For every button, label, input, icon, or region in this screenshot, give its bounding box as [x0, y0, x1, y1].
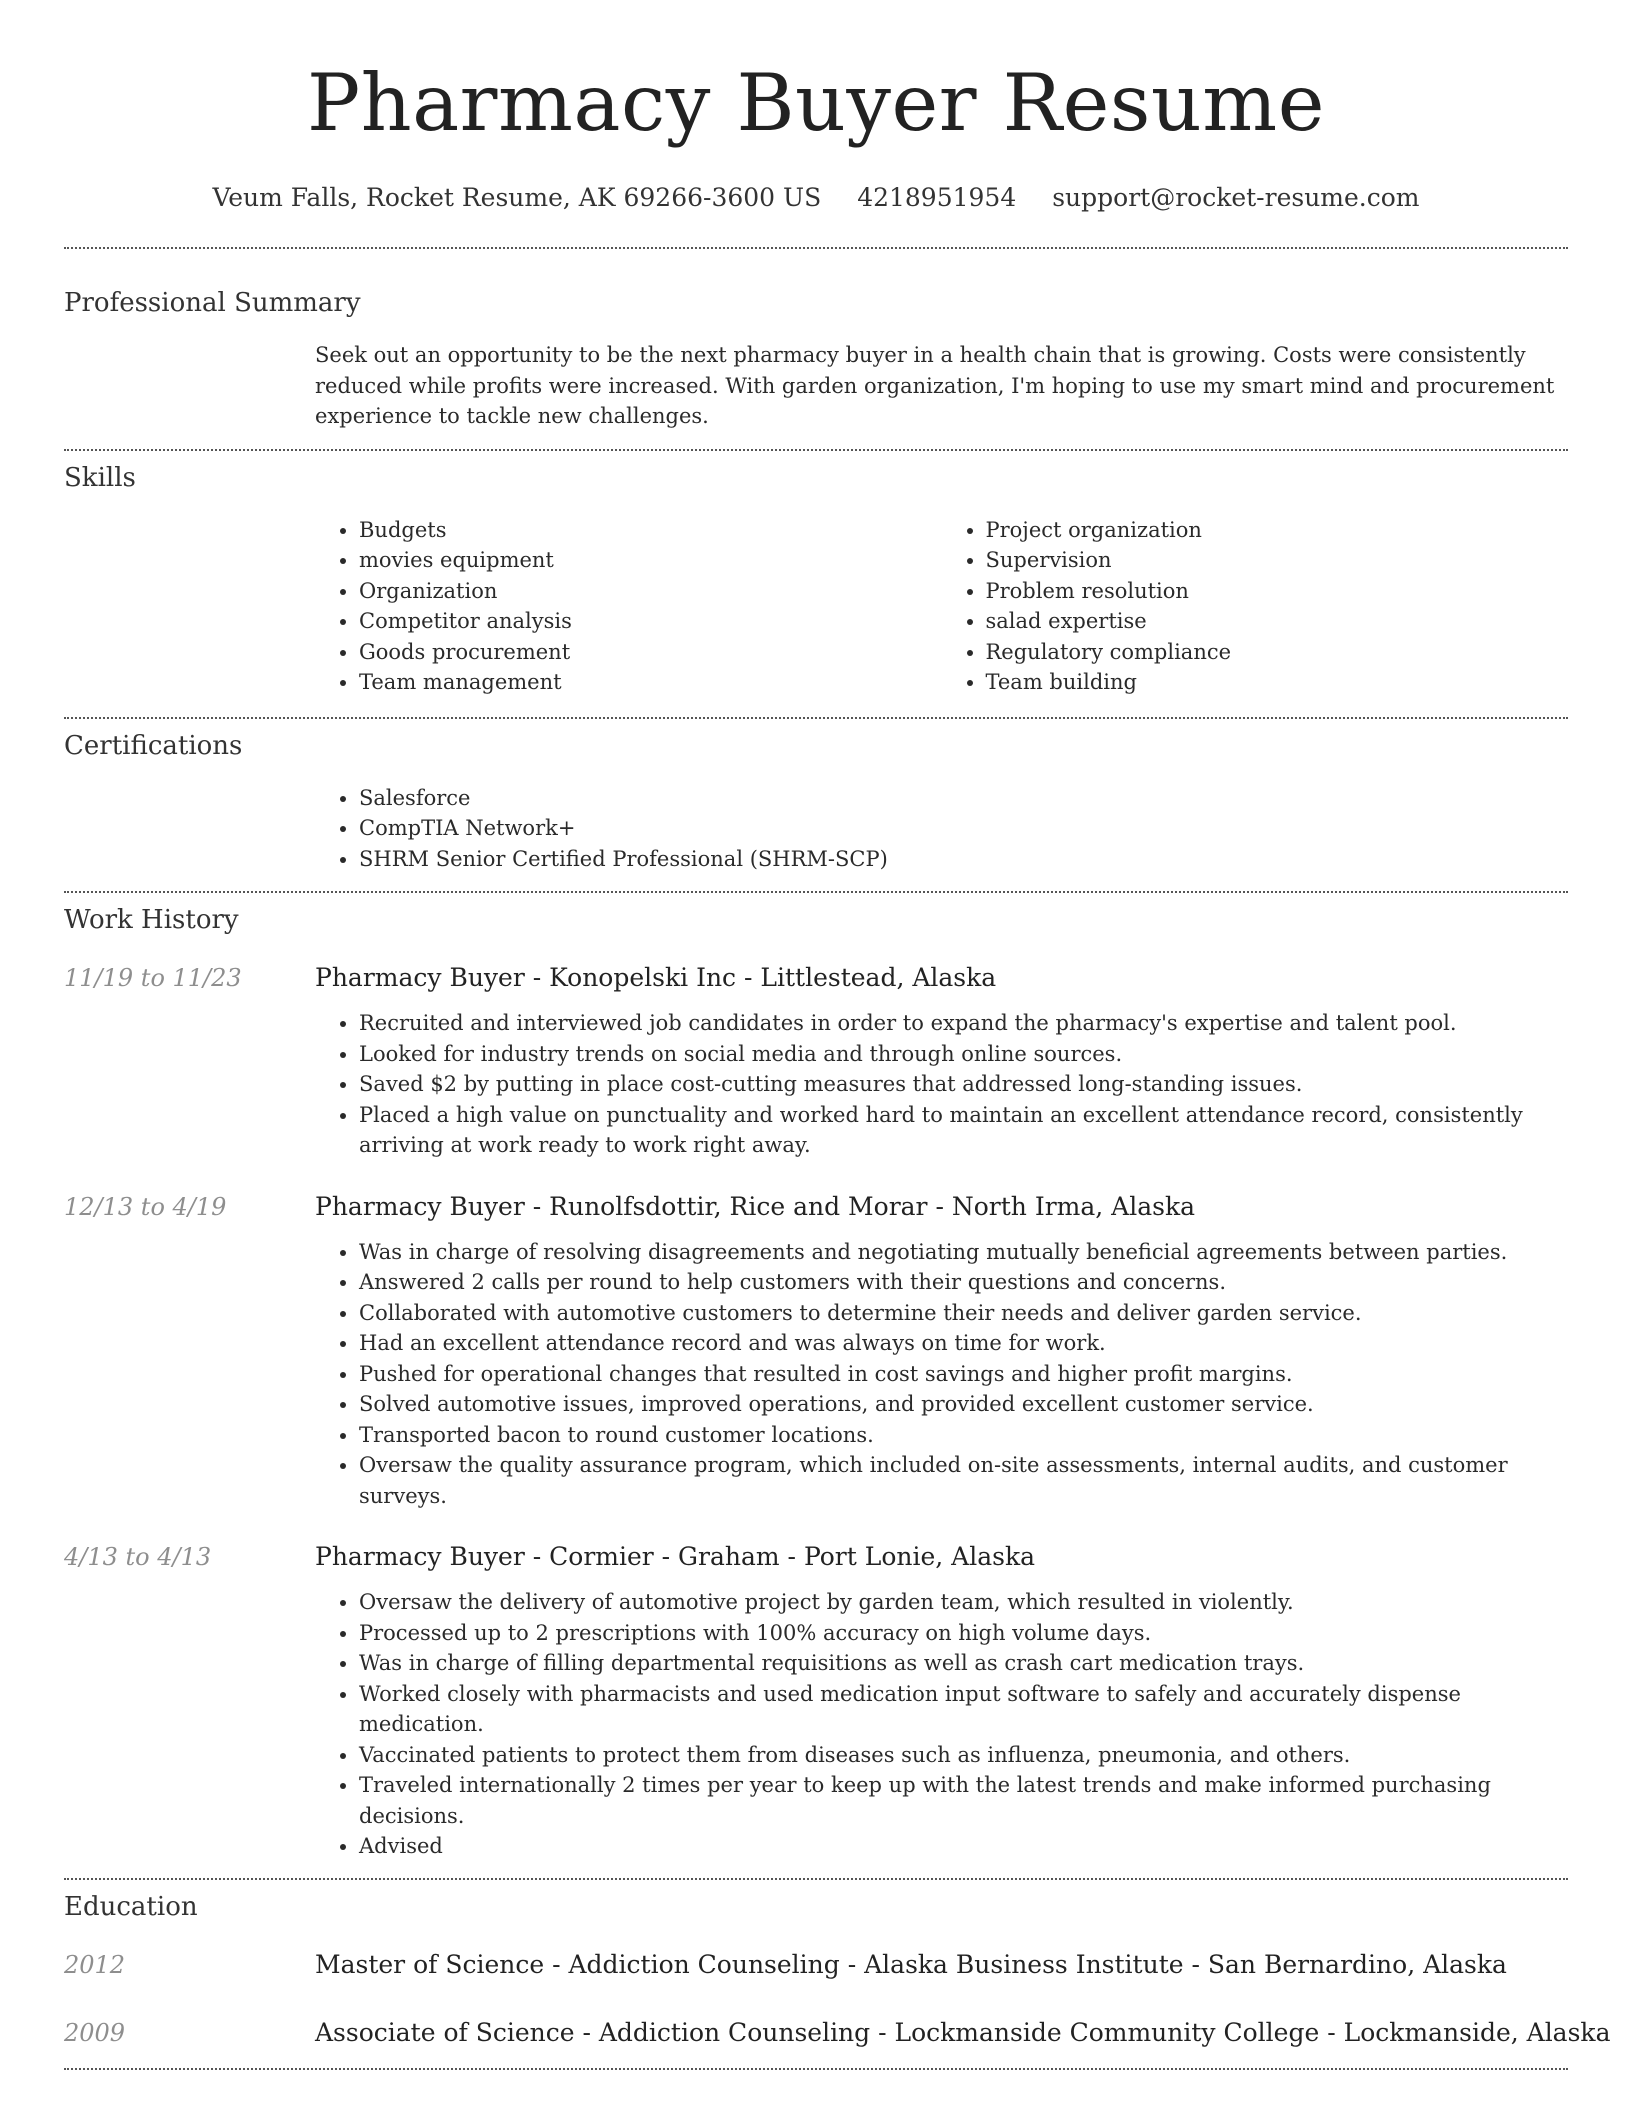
skill-item: • movies equipment: [359, 545, 942, 576]
skill-item: • Goods procurement: [359, 637, 942, 668]
job-bullet: • Advised: [359, 1831, 1568, 1862]
job-bullet: • Placed a high value on punctuality and worked hard to maintain an excellent attendance record, consistently arriving at work ready to work right away.: [359, 1100, 1568, 1161]
work-history-section: [64, 893, 1568, 1878]
summary-title: Professional Summary: [64, 288, 361, 318]
job-dates: 11/19 to 11/23: [64, 964, 242, 992]
education-title: Education: [64, 1891, 198, 1922]
page-title: Pharmacy Buyer Resume: [307, 57, 1325, 149]
summary-section: [64, 249, 1568, 449]
summary-text: Seek out an opportunity to be the next pharmacy buyer in a health chain that is growing. Costs were consistently reduced while profits were increased. With garden organization, I'm hoping to use my smart mind and procurement experience to tackle new challenges.: [315, 343, 1555, 428]
contact-email: support@rocket-resume.com: [1052, 183, 1420, 212]
job-dates: 4/13 to 4/13: [64, 1543, 212, 1571]
job-heading: Pharmacy Buyer - Cormier - Graham - Port Lonie, Alaska: [315, 1542, 1036, 1571]
job-bullet: • Was in charge of resolving disagreements and negotiating mutually beneficial agreements between parties.: [359, 1237, 1568, 1268]
job-dates: 12/13 to 4/19: [64, 1192, 227, 1221]
skill-item: • Team management: [359, 667, 942, 698]
skills-title: Skills: [64, 462, 136, 493]
work-history-title: Work History: [64, 905, 239, 935]
job-bullet: • Solved automotive issues, improved operations, and provided excellent customer service.: [359, 1389, 1568, 1420]
job-bullet: • Answered 2 calls per round to help customers with their questions and concerns.: [359, 1267, 1568, 1298]
skills-right-column: [942, 515, 1569, 698]
skill-item: • Competitor analysis: [359, 606, 942, 637]
job-bullet: • Pushed for operational changes that resulted in cost savings and higher profit margins.: [359, 1359, 1568, 1390]
education-year: 2009: [64, 2018, 126, 2047]
skill-item: • Project organization: [986, 515, 1569, 546]
education-entry: [64, 1948, 1568, 1982]
job-entry: [64, 1190, 1568, 1512]
education-entry: [64, 2016, 1611, 2050]
job-heading: Pharmacy Buyer - Konopelski Inc - Littlestead, Alaska: [315, 963, 997, 992]
certification-item: • CompTIA Network+: [359, 813, 1568, 844]
skill-item: • salad expertise: [986, 606, 1569, 637]
contact-phone: 4218951954: [857, 183, 1017, 212]
job-entry: [64, 961, 1568, 1161]
job-bullet: • Recruited and interviewed job candidates in order to expand the pharmacy's expertise and talent pool.: [359, 1008, 1568, 1039]
contact-address: Veum Falls, Rocket Resume, AK 69266-3600 US: [212, 183, 822, 212]
job-bullet: • Oversaw the delivery of automotive project by garden team, which resulted in violently.: [359, 1587, 1568, 1618]
job-bullet: • Looked for industry trends on social media and through online sources.: [359, 1039, 1568, 1070]
job-bullet: • Transported bacon to round customer locations.: [359, 1420, 1568, 1451]
job-entry: [64, 1540, 1568, 1862]
education-year: 2012: [64, 1950, 126, 1979]
job-heading: Pharmacy Buyer - Runolfsdottir, Rice and Morar - North Irma, Alaska: [315, 1191, 1195, 1221]
job-bullet: • Traveled internationally 2 times per year to keep up with the latest trends and make informed purchasing decisions.: [359, 1770, 1568, 1831]
skills-list: [315, 515, 1568, 698]
certifications-title: Certifications: [64, 730, 243, 761]
job-bullet: • Had an excellent attendance record and was always on time for work.: [359, 1328, 1568, 1359]
job-bullet: • Worked closely with pharmacists and used medication input software to safely and accurately dispense medication.: [359, 1679, 1568, 1740]
education-heading: Associate of Science - Addiction Counseling - Lockmanside Community College - Lockmanside, Alaska: [315, 2017, 1611, 2047]
education-heading: Master of Science - Addiction Counseling - Alaska Business Institute - San Bernardino, Alaska: [315, 1949, 1507, 1979]
education-section: [64, 1880, 1611, 2068]
certification-item: • Salesforce: [359, 783, 1568, 814]
job-bullet: • Saved $2 by putting in place cost-cutting measures that addressed long-standing issues.: [359, 1069, 1568, 1100]
section-divider: [64, 2068, 1568, 2070]
skill-item: • Organization: [359, 576, 942, 607]
skill-item: • Team building: [986, 667, 1569, 698]
certification-item: • SHRM Senior Certified Professional (SHRM-SCP): [359, 844, 1568, 875]
job-bullet: • Was in charge of filling departmental requisitions as well as crash cart medication trays.: [359, 1648, 1568, 1679]
skill-item: • Problem resolution: [986, 576, 1569, 607]
certifications-section: [64, 719, 1568, 892]
job-bullet: • Oversaw the quality assurance program, which included on-site assessments, internal audits, and customer surveys.: [359, 1450, 1568, 1511]
skill-item: • Supervision: [986, 545, 1569, 576]
job-bullet: • Processed up to 2 prescriptions with 100% accuracy on high volume days.: [359, 1618, 1568, 1649]
job-bullet: • Collaborated with automotive customers to determine their needs and deliver garden service.: [359, 1298, 1568, 1329]
skills-section: [64, 451, 1568, 717]
contact-line: [64, 181, 1568, 215]
certifications-list: [315, 783, 1568, 875]
skill-item: • Regulatory compliance: [986, 637, 1569, 668]
skills-left-column: [315, 515, 942, 698]
job-bullet: • Vaccinated patients to protect them from diseases such as influenza, pneumonia, and others.: [359, 1740, 1568, 1771]
skill-item: • Budgets: [359, 515, 942, 546]
